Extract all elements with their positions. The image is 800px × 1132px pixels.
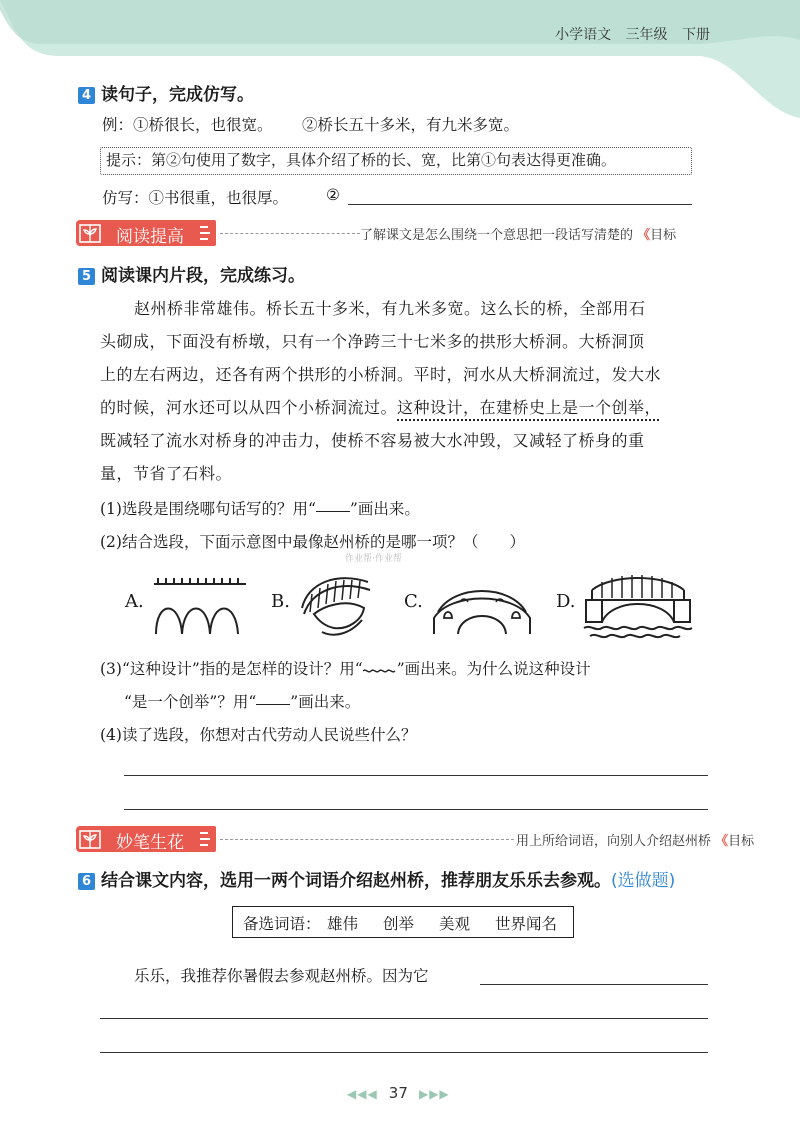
q5-sub1-a: (1)选段是围绕哪句话写的？用“ xyxy=(100,500,316,518)
q5-passage-line-4 xyxy=(100,395,661,418)
q5-answer-line-1[interactable] xyxy=(124,775,708,776)
header-subject: 小学语文 xyxy=(555,27,612,43)
goal-arrow-icon: 《 xyxy=(637,228,651,243)
q4-imitate-1: ①书很重，也很厚。 xyxy=(148,189,289,207)
q4-imitate-line xyxy=(102,186,288,208)
option-a-label[interactable]: A. xyxy=(125,591,144,612)
section-reading-bar xyxy=(76,220,708,246)
section-reading-goal-text: 了解课文是怎么围绕一个意思把一段话写清楚的 xyxy=(360,228,634,243)
q4-example-line xyxy=(102,113,273,135)
q4-hint: 提示：第②句使用了数字，具体介绍了桥的长、宽，比第①句表达得更准确。 xyxy=(106,151,617,169)
straight-line-mark xyxy=(316,511,350,512)
q6-heading xyxy=(78,866,675,891)
section-reading-title: 阅读提高 xyxy=(116,227,184,247)
q5-sub3-line-1 xyxy=(100,657,591,679)
q5-sub2: (2)结合选段，下面示意图中最像赵州桥的是哪一项？（ ） xyxy=(100,533,525,551)
section-reading-goal-mark: 目标 xyxy=(650,228,677,243)
q5-title: 阅读课内片段，完成练习。 xyxy=(101,266,305,286)
q5-sub4: (4)读了选段，你想对古代劳动人民说些什么？ xyxy=(100,726,417,744)
q6-answer-start: 乐乐，我推荐你暑假去参观赵州桥。因为它 xyxy=(134,967,429,985)
q5-sub3-d: ”画出来。 xyxy=(290,693,361,711)
straight-line-mark-2 xyxy=(256,704,290,705)
q5-number: 5 xyxy=(78,268,95,285)
q6-answer-line-1[interactable] xyxy=(480,984,708,985)
q6-answer-line-2[interactable] xyxy=(100,1018,708,1019)
sprout-book-icon xyxy=(79,828,101,850)
footer xyxy=(347,1083,450,1102)
q6-word-2: 创举 xyxy=(383,915,415,933)
q4-title: 读句子，完成仿写。 xyxy=(101,85,254,105)
section-reading-dashes xyxy=(220,233,360,234)
q5-sub1-b: ”画出来。 xyxy=(349,500,420,518)
section-writing-goal-mark: 目标 xyxy=(728,834,755,849)
q4-answer-line[interactable] xyxy=(348,204,692,205)
section-writing-goal xyxy=(516,830,754,849)
q4-imitate-2-label: ② xyxy=(326,186,340,204)
q6-word-4: 世界闻名 xyxy=(495,915,558,933)
q5-sub3-b: ”画出来。为什么说这种设计 xyxy=(396,660,591,678)
watermark-text: 作业帮·作业帮 xyxy=(345,554,402,564)
q6-answer-line-3[interactable] xyxy=(100,1052,708,1053)
q6-number: 6 xyxy=(78,873,95,890)
q5-heading xyxy=(78,261,305,286)
q4-number: 4 xyxy=(78,87,95,104)
header-subject-info xyxy=(555,24,710,44)
q5-passage-line-3: 上的左右两边，还各有两个拱形的小桥洞。平时，河水从大桥洞流过，发大水 xyxy=(100,365,662,384)
option-c-label[interactable]: C. xyxy=(404,591,423,612)
bridge-b-icon[interactable] xyxy=(298,568,378,640)
bridge-c-icon[interactable] xyxy=(430,572,534,638)
bridge-d-icon[interactable] xyxy=(582,568,694,640)
q5-passage-line-1: 赵州桥非常雄伟。桥长五十多米，有九米多宽。这么长的桥，全部用石 xyxy=(134,299,646,318)
section-writing-title: 妙笔生花 xyxy=(116,833,184,853)
q6-word-box xyxy=(232,906,574,938)
bridge-a-icon[interactable] xyxy=(150,572,250,638)
option-d-label[interactable]: D. xyxy=(556,591,576,612)
q6-word-3: 美观 xyxy=(439,915,471,933)
q5-sub3-line-2 xyxy=(124,690,360,712)
q5-sub3-a: (3)“这种设计”指的是怎样的设计？用“ xyxy=(100,660,363,678)
q5-answer-line-2[interactable] xyxy=(124,809,708,810)
section-writing-bar xyxy=(76,826,755,853)
header-volume: 下册 xyxy=(682,27,710,43)
sprout-book-icon xyxy=(79,222,101,244)
q4-example-1: ①桥很长，也很宽。 xyxy=(133,116,273,134)
section-writing-tag xyxy=(76,826,216,852)
page-number: 37 xyxy=(388,1084,408,1102)
q6-title: 结合课文内容，选用一两个词语介绍赵州桥，推荐朋友乐乐去参观。 xyxy=(101,871,611,891)
q4-example-label: 例： xyxy=(102,116,134,134)
section-reading-tag xyxy=(76,220,216,246)
section-reading-goal xyxy=(360,224,676,243)
q5-passage-line-4b: 这种设计，在建桥史上是一个创举， xyxy=(397,398,662,417)
q4-imitate-label: 仿写： xyxy=(102,189,149,207)
q5-sub1 xyxy=(100,497,420,519)
left-arrows-icon: ◀◀◀ xyxy=(347,1087,378,1101)
header-grade: 三年级 xyxy=(625,27,668,43)
q5-passage-line-6: 量，节省了石料。 xyxy=(100,464,233,483)
q5-passage-line-2: 头砌成，下面没有桥墩，只有一个净跨三十七米多的拱形大桥洞。大桥洞顶 xyxy=(100,332,645,351)
section-writing-dashes xyxy=(220,839,514,840)
section-arrow-icon xyxy=(200,226,212,240)
q4-heading xyxy=(78,80,254,105)
wavy-line-mark xyxy=(363,668,397,674)
section-arrow-icon xyxy=(200,832,212,846)
q6-word-1: 雄伟 xyxy=(327,915,359,933)
section-writing-goal-text: 用上所给词语，向别人介绍赵州桥 xyxy=(516,834,712,849)
q5-sub3-c: “是一个创举”？用“ xyxy=(124,693,257,711)
option-b-label[interactable]: B. xyxy=(271,591,290,612)
q5-passage-line-5: 既减轻了流水对桥身的冲击力，使桥不容易被大水冲毁，又减轻了桥身的重 xyxy=(100,431,645,450)
q5-passage-line-4a: 的时候，河水还可以从四个小桥洞流过。 xyxy=(100,398,398,417)
right-arrows-icon: ▶▶▶ xyxy=(418,1087,450,1101)
q6-optional-tag: (选做题) xyxy=(611,871,676,891)
goal-arrow-icon: 《 xyxy=(715,834,729,849)
q6-words-label: 备选词语： xyxy=(243,915,321,933)
q4-example-2: ②桥长五十多米，有九米多宽。 xyxy=(302,116,520,134)
